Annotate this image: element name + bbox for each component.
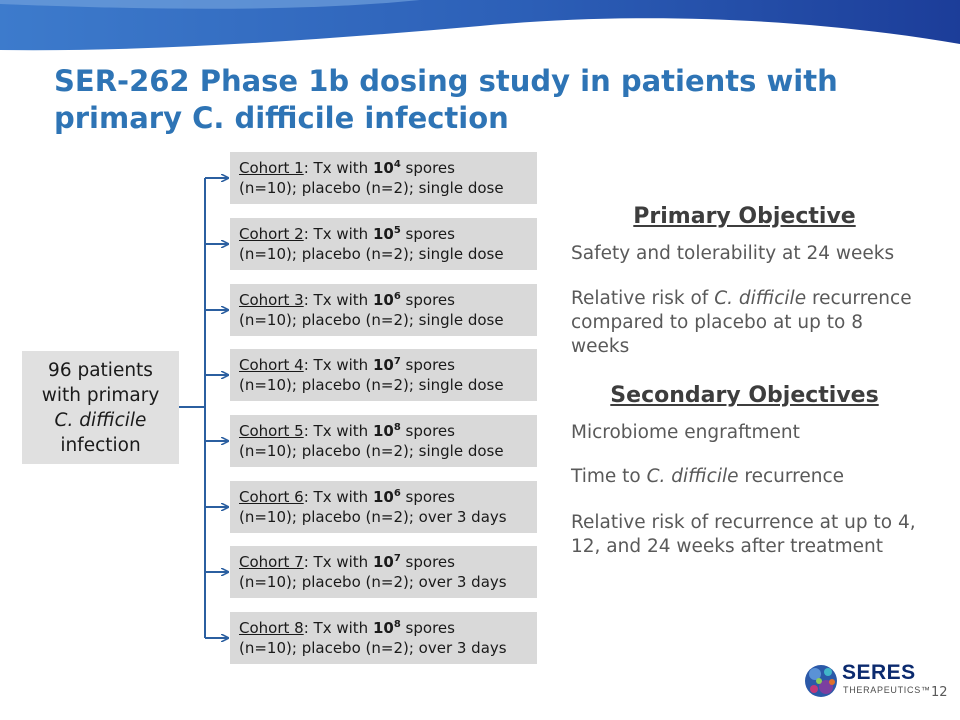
primary-objective-item-1: Safety and tolerability at 24 weeks bbox=[571, 243, 895, 264]
secondary-objective-item-3: Relative risk of recurrence at up to 4, 12, and 24 weeks after treatment bbox=[571, 512, 916, 557]
cohort-name: Cohort 3 bbox=[239, 291, 304, 309]
logo-subtitle: THERAPEUTICS™ bbox=[843, 685, 931, 695]
patients-line-2: with primary bbox=[41, 384, 160, 406]
cohort-name: Cohort 8 bbox=[239, 619, 304, 637]
secondary-objectives-heading: Secondary Objectives bbox=[610, 383, 879, 408]
cohort-1-box: Cohort 1: Tx with $10^4$ spores (n=10); placebo (n=2); single dose bbox=[230, 152, 537, 204]
secondary-objective-item-1: Microbiome engraftment bbox=[571, 422, 800, 443]
cohort-3-box: Cohort 3: Tx with $10^6$ spores (n=10); placebo (n=2); single dose bbox=[230, 284, 537, 336]
cohort-name: Cohort 2 bbox=[239, 225, 304, 243]
primary-objective-item-2: Relative risk of C. difficile recurrence compared to placebo at up to 8 weeks bbox=[571, 288, 912, 357]
cohort-name: Cohort 1 bbox=[239, 159, 304, 177]
cohort-details: (n=10); placebo (n=2); single dose bbox=[239, 311, 504, 329]
cohort-name: Cohort 6 bbox=[239, 488, 304, 506]
logo-wordmark: SERES bbox=[842, 661, 916, 684]
cohort-details: (n=10); placebo (n=2); single dose bbox=[239, 179, 504, 197]
cohort-details: (n=10); placebo (n=2); over 3 days bbox=[239, 573, 507, 591]
cohort-details: (n=10); placebo (n=2); single dose bbox=[239, 376, 504, 394]
cohort-6-box: Cohort 6: Tx with $10^6$ spores (n=10); placebo (n=2); over 3 days bbox=[230, 481, 537, 533]
cohort-4-box: Cohort 4: Tx with $10^7$ spores (n=10); placebo (n=2); single dose bbox=[230, 349, 537, 401]
cohort-details: (n=10); placebo (n=2); over 3 days bbox=[239, 639, 507, 657]
cohort-5-box: Cohort 5: Tx with $10^8$ spores (n=10); placebo (n=2); single dose bbox=[230, 415, 537, 467]
secondary-objective-item-2: Time to C. difficile recurrence bbox=[571, 466, 844, 487]
cohort-8-box: Cohort 8: Tx with $10^8$ spores (n=10); placebo (n=2); over 3 days bbox=[230, 612, 537, 664]
page-title: SER-262 Phase 1b dosing study in patients with primary C. difficile infection bbox=[54, 64, 838, 135]
cohort-7-box: Cohort 7: Tx with $10^7$ spores (n=10); placebo (n=2); over 3 days bbox=[230, 546, 537, 598]
cohort-name: Cohort 4 bbox=[239, 356, 304, 374]
cohort-details: (n=10); placebo (n=2); single dose bbox=[239, 245, 504, 263]
page-number: 12 bbox=[931, 685, 948, 700]
cohort-details: (n=10); placebo (n=2); over 3 days bbox=[239, 508, 507, 526]
primary-objective-heading: Primary Objective bbox=[633, 204, 856, 229]
patients-line-4: infection bbox=[60, 434, 141, 456]
cohort-name: Cohort 5 bbox=[239, 422, 304, 440]
patients-line-3: C. difficile bbox=[54, 409, 147, 431]
cohort-details: (n=10); placebo (n=2); single dose bbox=[239, 442, 504, 460]
cohort-2-box: Cohort 2: Tx with $10^5$ spores (n=10); placebo (n=2); single dose bbox=[230, 218, 537, 270]
patients-line-1: 96 patients bbox=[48, 359, 153, 381]
cohort-name: Cohort 7 bbox=[239, 553, 304, 571]
